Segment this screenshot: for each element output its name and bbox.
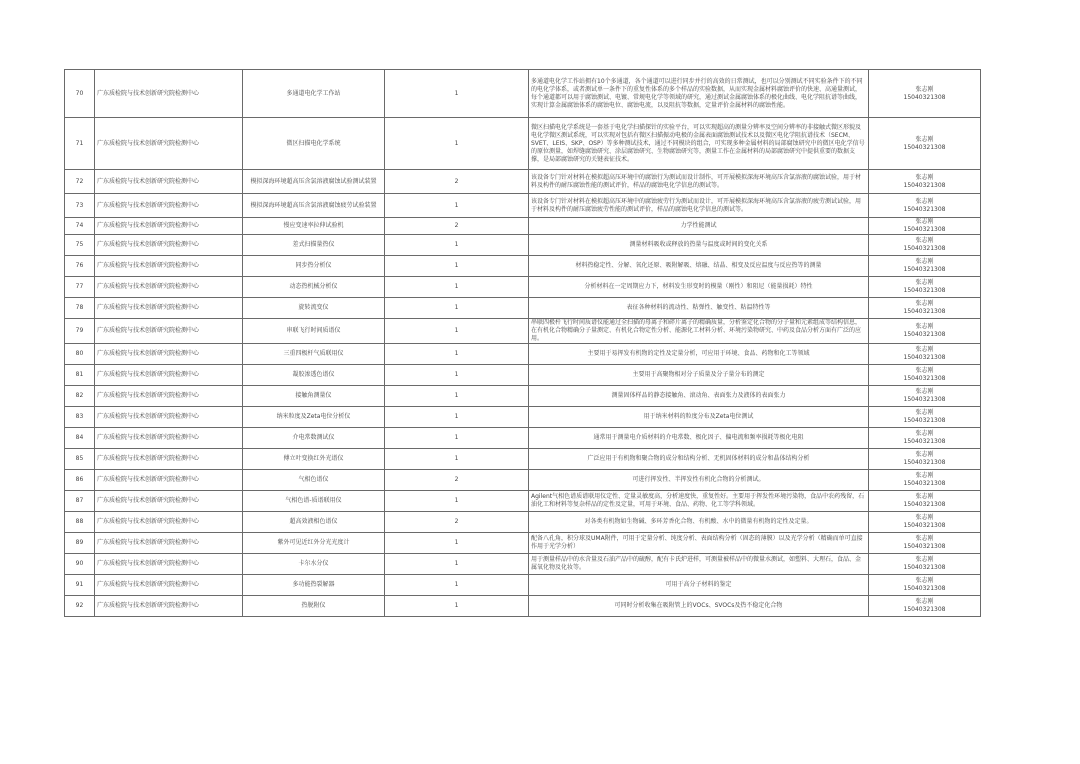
row-number-cell: 85 <box>65 449 95 470</box>
contact-phone: 15040321308 <box>903 354 946 361</box>
contact-cell <box>869 70 981 118</box>
organization-cell: 广东质检院与技术创新研究院检测中心 <box>95 407 243 428</box>
table-row <box>65 70 981 118</box>
organization-cell: 广东质检院与技术创新研究院检测中心 <box>95 194 243 218</box>
row-number-cell: 71 <box>65 118 95 170</box>
contact-name: 张志刚 <box>915 218 934 225</box>
equipment-name-cell: 慢应变速率拉伸试验机 <box>243 218 385 235</box>
contact-name: 张志刚 <box>915 197 934 205</box>
contact-cell <box>869 256 981 277</box>
table-row <box>65 365 981 386</box>
contact-phone: 15040321308 <box>903 501 946 508</box>
contact-name: 张志刚 <box>915 388 934 395</box>
organization-cell: 广东质检院与技术创新研究院检测中心 <box>95 235 243 256</box>
quantity-cell: 1 <box>385 407 529 428</box>
contact-name: 张志刚 <box>915 409 934 416</box>
contact-cell <box>869 118 981 170</box>
organization-cell: 广东质检院与技术创新研究院检测中心 <box>95 491 243 512</box>
contact-phone: 15040321308 <box>903 417 946 424</box>
organization-cell: 广东质检院与技术创新研究院检测中心 <box>95 277 243 298</box>
row-number-cell: 89 <box>65 533 95 554</box>
organization-cell: 广东质检院与技术创新研究院检测中心 <box>95 365 243 386</box>
contact-name: 张志刚 <box>915 514 934 521</box>
row-number-cell: 79 <box>65 319 95 344</box>
row-number-cell: 91 <box>65 575 95 596</box>
equipment-name-cell: 卡尔水分仪 <box>243 554 385 575</box>
equipment-name-cell: 接触角测量仪 <box>243 386 385 407</box>
contact-name: 张志刚 <box>915 279 934 286</box>
contact-cell <box>869 386 981 407</box>
row-number-cell: 90 <box>65 554 95 575</box>
description-cell: 力学性能测试 <box>529 218 869 235</box>
contact-name: 张志刚 <box>915 598 934 605</box>
description-cell: 配备八孔角，积分球及UMA附件，可用于定量分析、纯度分析、表面结构分析（固态的薄膜）以及光学分析（精确而单可直接作用于光学分析） <box>529 533 869 554</box>
table-row <box>65 118 981 170</box>
contact-phone: 15040321308 <box>903 93 946 101</box>
organization-cell: 广东质检院与技术创新研究院检测中心 <box>95 575 243 596</box>
row-number-cell: 74 <box>65 218 95 235</box>
equipment-name-cell: 凝胶渗透色谱仪 <box>243 365 385 386</box>
description-cell: 材料热稳定性、分解、氧化还原、吸附解吸、熔融、结晶、相变及反应温度与反应热等的测量 <box>529 256 869 277</box>
contact-cell <box>869 554 981 575</box>
table-row <box>65 218 981 235</box>
quantity-cell: 1 <box>385 319 529 344</box>
description-cell: 表征各种材料的流动性、粘弹性、触变性、粘温特性等 <box>529 298 869 319</box>
table-row <box>65 512 981 533</box>
contact-phone: 15040321308 <box>903 564 946 571</box>
organization-cell: 广东质检院与技术创新研究院检测中心 <box>95 170 243 194</box>
organization-cell: 广东质检院与技术创新研究院检测中心 <box>95 218 243 235</box>
organization-cell: 广东质检院与技术创新研究院检测中心 <box>95 118 243 170</box>
quantity-cell: 2 <box>385 170 529 194</box>
row-number-cell: 88 <box>65 512 95 533</box>
contact-name: 张志刚 <box>915 85 934 93</box>
contact-name: 张志刚 <box>915 556 934 563</box>
row-number-cell: 70 <box>65 70 95 118</box>
contact-name: 张志刚 <box>915 173 934 181</box>
description-cell: 用于纳米材料的粒度分布及Zeta电位测试 <box>529 407 869 428</box>
table-row <box>65 596 981 617</box>
equipment-table <box>64 69 981 617</box>
table-row <box>65 575 981 596</box>
contact-cell <box>869 512 981 533</box>
contact-name: 张志刚 <box>915 577 934 584</box>
contact-cell <box>869 491 981 512</box>
quantity-cell: 2 <box>385 218 529 235</box>
contact-cell <box>869 596 981 617</box>
contact-cell <box>869 365 981 386</box>
table-row <box>65 277 981 298</box>
equipment-name-cell: 气相色谱仪 <box>243 470 385 491</box>
quantity-cell: 1 <box>385 344 529 365</box>
row-number-cell: 78 <box>65 298 95 319</box>
row-number-cell: 84 <box>65 428 95 449</box>
quantity-cell: 1 <box>385 533 529 554</box>
equipment-name-cell: 差式扫描量热仪 <box>243 235 385 256</box>
description-cell: 广泛应用于有机物和聚合物的成分和结构分析、无机固体材料的成分和晶体结构分析 <box>529 449 869 470</box>
row-number-cell: 73 <box>65 194 95 218</box>
table-row <box>65 235 981 256</box>
organization-cell: 广东质检院与技术创新研究院检测中心 <box>95 554 243 575</box>
contact-phone: 15040321308 <box>903 375 946 382</box>
quantity-cell: 1 <box>385 491 529 512</box>
row-number-cell: 77 <box>65 277 95 298</box>
row-number-cell: 72 <box>65 170 95 194</box>
contact-name: 张志刚 <box>915 451 934 458</box>
table-row <box>65 256 981 277</box>
equipment-table-body <box>65 70 981 617</box>
organization-cell: 广东质检院与技术创新研究院检测中心 <box>95 533 243 554</box>
table-row <box>65 449 981 470</box>
description-cell: 可用于高分子材料的鉴定 <box>529 575 869 596</box>
equipment-name-cell: 串联飞行时间质谱仪 <box>243 319 385 344</box>
contact-phone: 15040321308 <box>903 266 946 273</box>
contact-phone: 15040321308 <box>903 226 946 233</box>
description-cell: 该设备专门针对材料在模拟超高压环境中的腐蚀疲劳行为测试而设计，可开展模拟深海环境高压含氯溶液的疲劳测试试验，用于材料及构件的耐压腐蚀疲劳性能的测试评价，样品的腐蚀电化学信息的测试等。 <box>529 194 869 218</box>
quantity-cell: 1 <box>385 365 529 386</box>
description-cell: 用于测量样品中的水含量及石油产品中的硫醇，配有卡氏炉进样，可测量被样品中的微量水测试，如塑料、大理石，食品、金属氧化物及化妆等。 <box>529 554 869 575</box>
contact-phone: 15040321308 <box>903 205 946 213</box>
contact-name: 张志刚 <box>915 367 934 374</box>
contact-cell <box>869 277 981 298</box>
contact-phone: 15040321308 <box>903 396 946 403</box>
description-cell: 微区扫描电化学系统是一套基于电化学扫描探针的实验平台，可以实现超高的测量分辨率及空间分辨率的非接触式微区形貌及电化学微区测试系统，可以实现对包括有微区扫描振动电极的金属表面腐蚀测试技术以及微区电化学阻抗谱技术（SECM、SVET、LEIS、SKP、OSP）等多种测试技术，通过不同模块的组合，可实现多种金属材料的局部腐蚀研究中的微区电化学信号的原位测量，如焊缝腐蚀研究、涂层腐蚀研究、生物腐蚀研究等，测量工作在金属材料的局部腐蚀研究中提供重要的数据支撑，是局部腐蚀研究的关键表征技术。 <box>529 118 869 170</box>
contact-phone: 15040321308 <box>903 522 946 529</box>
organization-cell: 广东质检院与技术创新研究院检测中心 <box>95 470 243 491</box>
quantity-cell: 1 <box>385 575 529 596</box>
contact-name: 张志刚 <box>915 135 934 143</box>
quantity-cell: 1 <box>385 554 529 575</box>
table-row <box>65 170 981 194</box>
quantity-cell: 1 <box>385 449 529 470</box>
contact-phone: 15040321308 <box>903 585 946 592</box>
contact-cell <box>869 218 981 235</box>
row-number-cell: 83 <box>65 407 95 428</box>
row-number-cell: 76 <box>65 256 95 277</box>
contact-name: 张志刚 <box>915 300 934 307</box>
equipment-name-cell: 傅立叶变换红外光谱仪 <box>243 449 385 470</box>
contact-cell <box>869 319 981 344</box>
equipment-name-cell: 多功能热裂解器 <box>243 575 385 596</box>
table-row <box>65 533 981 554</box>
equipment-name-cell: 热脱附仪 <box>243 596 385 617</box>
row-number-cell: 75 <box>65 235 95 256</box>
contact-phone: 15040321308 <box>903 438 946 445</box>
quantity-cell: 1 <box>385 386 529 407</box>
organization-cell: 广东质检院与技术创新研究院检测中心 <box>95 449 243 470</box>
equipment-name-cell: 模拟深海环境超高压含氯溶液腐蚀疲劳试验装置 <box>243 194 385 218</box>
contact-phone: 15040321308 <box>903 287 946 294</box>
description-cell: 测量材料吸收或释放的热量与温度或时间的变化关系 <box>529 235 869 256</box>
organization-cell: 广东质检院与技术创新研究院检测中心 <box>95 70 243 118</box>
table-row <box>65 470 981 491</box>
organization-cell: 广东质检院与技术创新研究院检测中心 <box>95 428 243 449</box>
equipment-name-cell: 同步热分析仪 <box>243 256 385 277</box>
row-number-cell: 87 <box>65 491 95 512</box>
quantity-cell: 1 <box>385 70 529 118</box>
equipment-name-cell: 介电常数测试仪 <box>243 428 385 449</box>
contact-phone: 15040321308 <box>903 459 946 466</box>
equipment-name-cell: 纳米粒度及Zeta电位分析仪 <box>243 407 385 428</box>
description-cell: 主要用于高聚物相对分子质量及分子量分布的测定 <box>529 365 869 386</box>
quantity-cell: 1 <box>385 277 529 298</box>
description-cell: 该设备专门针对材料在模拟超高压环境中的腐蚀行为测试而设计制作，可开展模拟深海环境高压含氯溶液的腐蚀试验，用于材料及构件的耐压腐蚀性能的测试评价，样品的腐蚀电化学信息的测试等。 <box>529 170 869 194</box>
table-row <box>65 298 981 319</box>
contact-name: 张志刚 <box>915 323 934 330</box>
organization-cell: 广东质检院与技术创新研究院检测中心 <box>95 512 243 533</box>
contact-phone: 15040321308 <box>903 480 946 487</box>
contact-cell <box>869 407 981 428</box>
table-row <box>65 386 981 407</box>
equipment-name-cell: 动态热机械分析仪 <box>243 277 385 298</box>
table-row <box>65 554 981 575</box>
quantity-cell: 1 <box>385 298 529 319</box>
equipment-name-cell: 紫外可见近红外分光光度计 <box>243 533 385 554</box>
table-row <box>65 344 981 365</box>
row-number-cell: 80 <box>65 344 95 365</box>
contact-cell <box>869 470 981 491</box>
contact-phone: 15040321308 <box>903 308 946 315</box>
contact-phone: 15040321308 <box>903 181 946 189</box>
table-row <box>65 428 981 449</box>
contact-cell <box>869 170 981 194</box>
quantity-cell: 1 <box>385 256 529 277</box>
equipment-name-cell: 超高效液相色谱仪 <box>243 512 385 533</box>
contact-name: 张志刚 <box>915 346 934 353</box>
equipment-name-cell: 多通道电化学工作站 <box>243 70 385 118</box>
row-number-cell: 81 <box>65 365 95 386</box>
organization-cell: 广东质检院与技术创新研究院检测中心 <box>95 256 243 277</box>
contact-name: 张志刚 <box>915 535 934 542</box>
contact-cell <box>869 298 981 319</box>
contact-cell <box>869 235 981 256</box>
contact-name: 张志刚 <box>915 493 934 500</box>
description-cell: 测量固体样品的静态接触角、滚动角、表面张力及液体的表面张力 <box>529 386 869 407</box>
organization-cell: 广东质检院与技术创新研究院检测中心 <box>95 344 243 365</box>
equipment-name-cell: 微区扫描电化学系统 <box>243 118 385 170</box>
description-cell: 对各类有机物如生物碱、多环芳香化合物、有机酸、水中的微量有机物的定性及定量。 <box>529 512 869 533</box>
organization-cell: 广东质检院与技术创新研究院检测中心 <box>95 386 243 407</box>
quantity-cell: 1 <box>385 194 529 218</box>
equipment-name-cell: 模拟深海环境超高压含氯溶液腐蚀试验测试装置 <box>243 170 385 194</box>
description-cell: 可进行挥发性、半挥发性有机化合物的分析测试。 <box>529 470 869 491</box>
contact-name: 张志刚 <box>915 430 934 437</box>
description-cell: 通常用于测量电介质材料的介电常数、极化因子、偏电流和频率损耗等极化电阻 <box>529 428 869 449</box>
contact-phone: 15040321308 <box>903 606 946 613</box>
organization-cell: 广东质检院与技术创新研究院检测中心 <box>95 319 243 344</box>
equipment-name-cell: 气相色谱-质谱联用仪 <box>243 491 385 512</box>
contact-cell <box>869 428 981 449</box>
contact-cell <box>869 449 981 470</box>
contact-name: 张志刚 <box>915 472 934 479</box>
description-cell: 串联四极杆飞行时间质谱仪能通过全扫描的母离子和碎片离子的精确质量，分析鉴定化合物的分子量和元素组成等结构信息，在有机化合物精确分子量测定、有机化合物定性分析、能源化工材料分析、环境污染物研究、中药及食品分析方面有广泛的应用。 <box>529 319 869 344</box>
contact-cell <box>869 533 981 554</box>
contact-phone: 15040321308 <box>903 331 946 338</box>
contact-name: 张志刚 <box>915 258 934 265</box>
quantity-cell: 2 <box>385 470 529 491</box>
table-row <box>65 194 981 218</box>
description-cell: 分析材料在一定周期应力下，材料发生形变时的模量（刚性）和阻尼（能量损耗）特性 <box>529 277 869 298</box>
contact-cell <box>869 575 981 596</box>
equipment-name-cell: 旋转流变仪 <box>243 298 385 319</box>
organization-cell: 广东质检院与技术创新研究院检测中心 <box>95 298 243 319</box>
quantity-cell: 1 <box>385 235 529 256</box>
quantity-cell: 1 <box>385 118 529 170</box>
description-cell: 多通道电化学工作站拥有10个多通道，各个通道可以进行同步并行的高效的日常测试，也可以分别测试不同实验条件下的不同的电化学体系，或者测试单一条件下的重复性体系的多个样品的实验数据，从而实现金属材料腐蚀评价的快速、高通量测试，每个通道都可以用于腐蚀测试、电镀、常规电化学等领域的研究，通过测试金属腐蚀体系的极化曲线、电化学阻抗谱等曲线，实现计算金属腐蚀体系的腐蚀电位、腐蚀电流，以及阻抗等数据，定量评价金属材料的腐蚀性能。 <box>529 70 869 118</box>
quantity-cell: 1 <box>385 596 529 617</box>
contact-phone: 15040321308 <box>903 245 946 252</box>
row-number-cell: 82 <box>65 386 95 407</box>
contact-cell <box>869 194 981 218</box>
table-row <box>65 407 981 428</box>
table-row <box>65 319 981 344</box>
description-cell: 可同时分析收集在吸附管上的VOCs、SVOCs及热不稳定化合物 <box>529 596 869 617</box>
description-cell: Agilent气相色谱质谱联用仪定性、定量灵敏度高，分析速度快，重复性好。主要用于挥发性环境污染物，食品中农药残留，石油化工和材料等复杂样品的定性及定量，可用于环境、食品、药物、化工等学科领域。 <box>529 491 869 512</box>
quantity-cell: 1 <box>385 428 529 449</box>
contact-cell <box>869 344 981 365</box>
equipment-name-cell: 三重四极杆气质联用仪 <box>243 344 385 365</box>
row-number-cell: 86 <box>65 470 95 491</box>
contact-phone: 15040321308 <box>903 143 946 151</box>
row-number-cell: 92 <box>65 596 95 617</box>
description-cell: 主要用于易挥发有机物的定性及定量分析，可应用于环境、食品、药物和化工等领域 <box>529 344 869 365</box>
quantity-cell: 2 <box>385 512 529 533</box>
contact-phone: 15040321308 <box>903 543 946 550</box>
organization-cell: 广东质检院与技术创新研究院检测中心 <box>95 596 243 617</box>
contact-name: 张志刚 <box>915 237 934 244</box>
table-row <box>65 491 981 512</box>
